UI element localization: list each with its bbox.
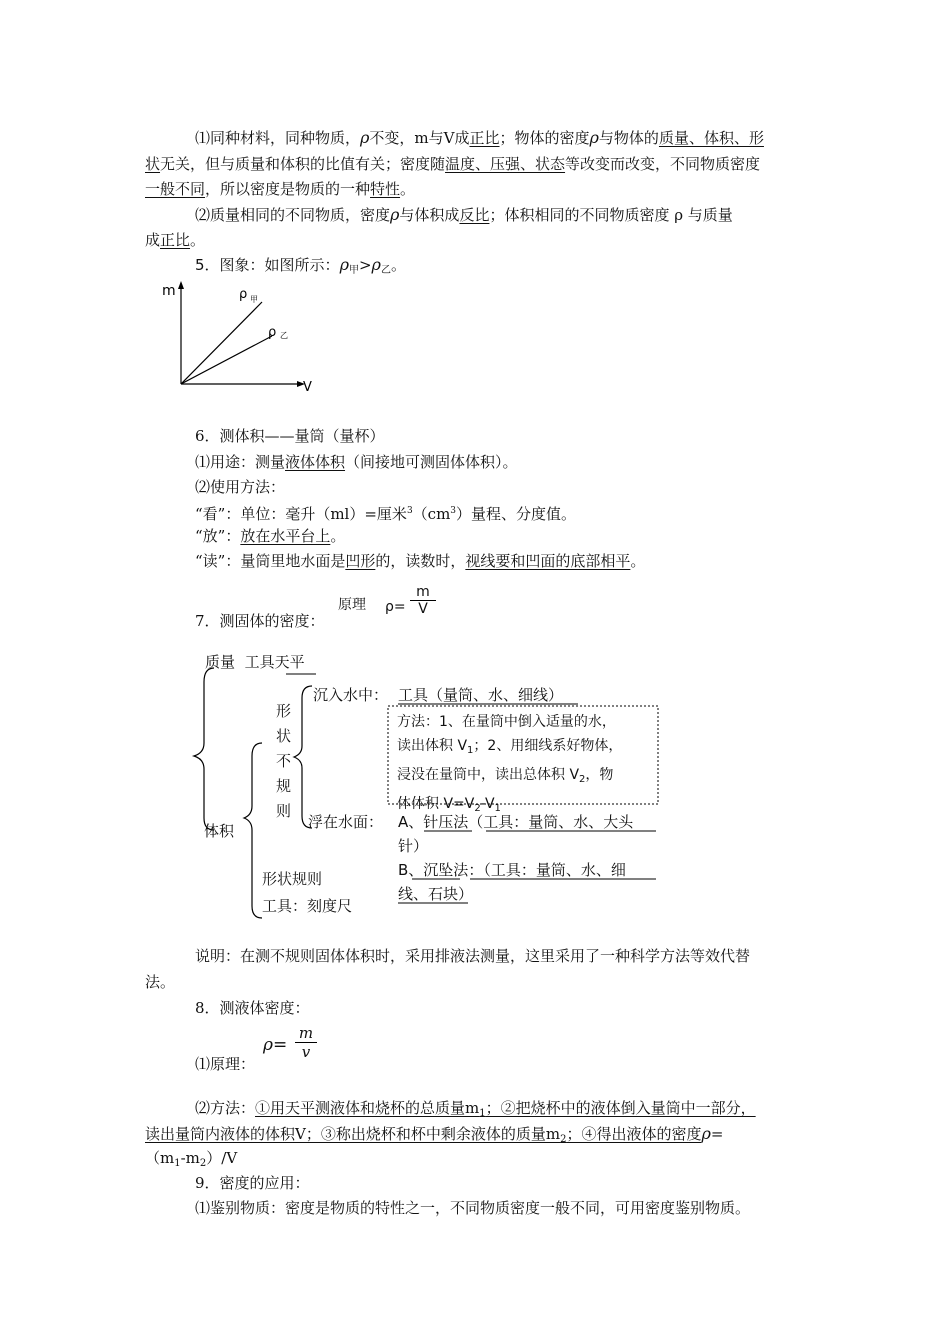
text: 读出体积 V: [397, 738, 468, 754]
text: 体体积 V=V: [397, 796, 475, 812]
float-label: 浮在水面：: [308, 813, 384, 831]
irregular-brace: [294, 686, 312, 828]
para-1-line-3: [145, 178, 810, 200]
text: （工具：量筒、水、大头: [468, 813, 634, 831]
section-9-item-1: [195, 1197, 810, 1219]
fraction-denominator: V: [410, 600, 436, 617]
regular-tool: 工具：刻度尺: [262, 897, 353, 915]
subscript: 2: [579, 774, 586, 785]
text: 工具: [244, 653, 275, 671]
superscript: 3: [450, 506, 457, 516]
section-7-heading: [195, 610, 810, 632]
underlined-term: 正比: [160, 231, 191, 249]
text: 无关，但与质量和体积的比值有关；密度随: [160, 155, 446, 173]
text: ）量程、分度值。: [456, 505, 577, 523]
x-axis-label: V: [303, 380, 312, 395]
fraction-numerator: m: [416, 584, 430, 600]
subscript: 甲: [348, 265, 359, 276]
para-1-line-2: [145, 153, 810, 175]
subscript: 1: [467, 745, 474, 756]
subscript: 1: [174, 1158, 181, 1169]
section-9-heading: [195, 1172, 810, 1194]
text: ⑵使用方法：: [195, 478, 286, 496]
line-label-jia-sub: 甲: [250, 295, 258, 304]
irregular-char-1: 形: [276, 702, 292, 720]
note-line-1: [195, 945, 810, 967]
text: 8．测液体密度：: [195, 999, 310, 1017]
text: ⑵方法：: [195, 1099, 256, 1117]
text: 读出量筒内液体的体积V；③称出烧杯和杯中剩余液体的质量m: [145, 1125, 561, 1143]
text: 6．测体积——量筒（量杯）: [195, 427, 385, 445]
text: ；体积相同的不同物质密度 ρ 与质量: [489, 206, 733, 224]
superscript: 3: [406, 506, 413, 516]
text: =: [710, 1125, 724, 1143]
underlined-term: [145, 1125, 701, 1143]
underlined-term: 视线要和凹面的底部相平: [465, 552, 631, 570]
float-method-a: [398, 811, 633, 833]
section-8-heading: [195, 997, 810, 1019]
underlined-term: 温度、压强、状态: [445, 155, 566, 173]
text: ，所以密度是物质的一种: [205, 180, 371, 198]
float-method-b-cont: 线、石块）: [398, 885, 474, 903]
text: ⑵质量相同的不同物质，密度: [195, 206, 391, 224]
underlined-term: 状: [145, 155, 161, 173]
underlined-term: 质量、体积、形: [658, 129, 764, 147]
y-arrow-icon: [178, 281, 184, 289]
method-line-3: [397, 763, 622, 792]
underlined-term: 液体体积: [285, 453, 346, 471]
density-graph: [150, 278, 330, 396]
subscript: 2: [474, 803, 481, 814]
underlined-term: [255, 1099, 756, 1117]
text: 质量: [205, 653, 236, 671]
subscript: 1: [479, 1108, 486, 1119]
text: 。: [330, 527, 346, 545]
method-line-1: 方法：1、在量筒中倒入适量的水，: [397, 714, 616, 730]
text: 与体积成: [399, 206, 460, 224]
text: 图象：如图所示：: [219, 256, 340, 274]
subscript: 2: [560, 1134, 567, 1145]
line-jia: [181, 302, 262, 384]
text: 法。: [145, 973, 176, 991]
text: ）/V: [206, 1149, 238, 1167]
irregular-char-2: 状: [276, 727, 292, 745]
text: 针压法: [423, 813, 469, 831]
text: ⑴鉴别物质：密度是物质的特性之一，不同物质密度一般不同，可用密度鉴别物质。: [195, 1199, 751, 1217]
principle-fraction: [410, 584, 436, 617]
note-line-2: [145, 971, 810, 993]
section-6-read: [195, 550, 810, 572]
method-text: [397, 710, 622, 821]
text: ①用天平测液体和烧杯的总质量m: [255, 1099, 480, 1117]
underlined-term: 特性: [370, 180, 401, 198]
tree-mass: [205, 651, 305, 673]
tree-volume: 体积: [204, 822, 235, 840]
line-label-yi-sub: 乙: [280, 331, 288, 340]
irregular-char-3: 不: [276, 752, 292, 770]
volume-brace: [244, 743, 262, 918]
text: 。: [630, 552, 646, 570]
text: 7．测固体的密度：: [195, 612, 325, 630]
text: 。: [400, 180, 416, 198]
fraction-numerator: m: [298, 1024, 314, 1042]
text: =: [273, 1035, 288, 1055]
sink-label: 沉入水中：: [313, 686, 389, 704]
text: 成: [145, 231, 161, 249]
text: 与物体的: [598, 129, 659, 147]
text: >: [358, 256, 372, 274]
text: “读”：量筒里地水面是: [195, 552, 346, 570]
para-2-line-1: [195, 204, 810, 226]
text: 浸没在量筒中，读出总体积 V: [397, 767, 580, 783]
text: （cm: [412, 505, 451, 523]
regular-label: 形状规则: [262, 870, 323, 888]
float-method-b: [398, 859, 626, 881]
y-axis-label: m: [162, 283, 176, 299]
section-6-place: [195, 525, 810, 547]
text: 天平: [274, 653, 305, 671]
text: -m: [180, 1149, 200, 1167]
text: “放”：: [195, 527, 241, 545]
principle-rho: ρ=: [385, 599, 406, 615]
method-line-2: [397, 734, 622, 763]
underlined-term: 反比: [459, 206, 490, 224]
subscript: 乙: [380, 265, 391, 276]
text: 。: [390, 256, 406, 274]
rho-symbol: ρ: [360, 128, 370, 147]
text: ；物体的密度: [499, 129, 590, 147]
subscript: 2: [199, 1158, 207, 1169]
text: 沉坠法: [423, 861, 469, 879]
text: B、: [398, 861, 424, 879]
underlined-term: 放在水平台上: [240, 527, 331, 545]
section-8-method-line-1: [195, 1097, 810, 1125]
rho-symbol: ρ: [339, 255, 349, 274]
rho-symbol: ρ: [589, 128, 599, 147]
text: 。: [190, 231, 206, 249]
rho-symbol: ρ: [701, 1124, 711, 1143]
text: 不变，m与V成: [369, 129, 470, 147]
underlined-term: 一般不同: [145, 180, 206, 198]
rho-symbol: ρ: [371, 255, 381, 274]
line-yi: [181, 336, 272, 384]
text: ⑴用途：测量: [195, 453, 286, 471]
underlined-term: 正比: [469, 129, 500, 147]
float-method-a-cont: 针）: [398, 837, 429, 855]
text: 的，读数时，: [375, 552, 466, 570]
section-6-look: [195, 500, 810, 525]
text: 说明：在测不规则固体体积时，采用排液法测量，这里采用了一种科学方法等效代替: [195, 947, 751, 965]
line-label-jia: ρ: [239, 287, 248, 302]
fraction-denominator: v: [295, 1042, 317, 1061]
line-label-yi: ρ: [268, 325, 277, 340]
section-8-method-line-3: [145, 1147, 810, 1175]
text: ：（工具：量筒、水、细: [468, 861, 626, 879]
text: 等改变而改变，不同物质密度: [565, 155, 761, 173]
section-number: 5．: [195, 256, 220, 274]
section-8-principle: [195, 1053, 810, 1075]
text: ；2、用细线系好物体，: [473, 738, 623, 754]
underlined-term: 凹形: [345, 552, 376, 570]
text: ρ: [263, 1035, 273, 1055]
section-6-method: [195, 476, 810, 498]
text: ；④得出液体的密度: [566, 1125, 702, 1143]
irregular-char-4: 规: [276, 777, 292, 795]
text: A、: [398, 813, 424, 831]
section-6-heading: [195, 425, 810, 447]
subscript: 1: [494, 803, 501, 814]
text: -V: [480, 796, 495, 812]
text: ，物: [585, 767, 614, 783]
para-2-line-2: [145, 229, 810, 251]
text: ⑴同种材料，同种物质，: [195, 129, 361, 147]
text: 9．密度的应用：: [195, 1174, 310, 1192]
text: （m: [145, 1149, 175, 1167]
outer-brace: [194, 668, 214, 830]
text: ⑴原理：: [195, 1055, 256, 1073]
principle-label: 原理: [338, 597, 366, 613]
sink-tool: 工具（量筒、水、细线）: [398, 686, 564, 704]
para-1-line-1: [195, 127, 810, 149]
rho-symbol: ρ: [390, 205, 400, 224]
text: “看”：单位：毫升（ml）=厘米: [195, 505, 407, 523]
text: （间接地可测固体体积）。: [345, 453, 518, 471]
section-6-use: [195, 451, 810, 473]
irregular-char-5: 则: [276, 802, 292, 820]
text: ；②把烧杯中的液体倒入量筒中一部分，: [485, 1099, 756, 1117]
